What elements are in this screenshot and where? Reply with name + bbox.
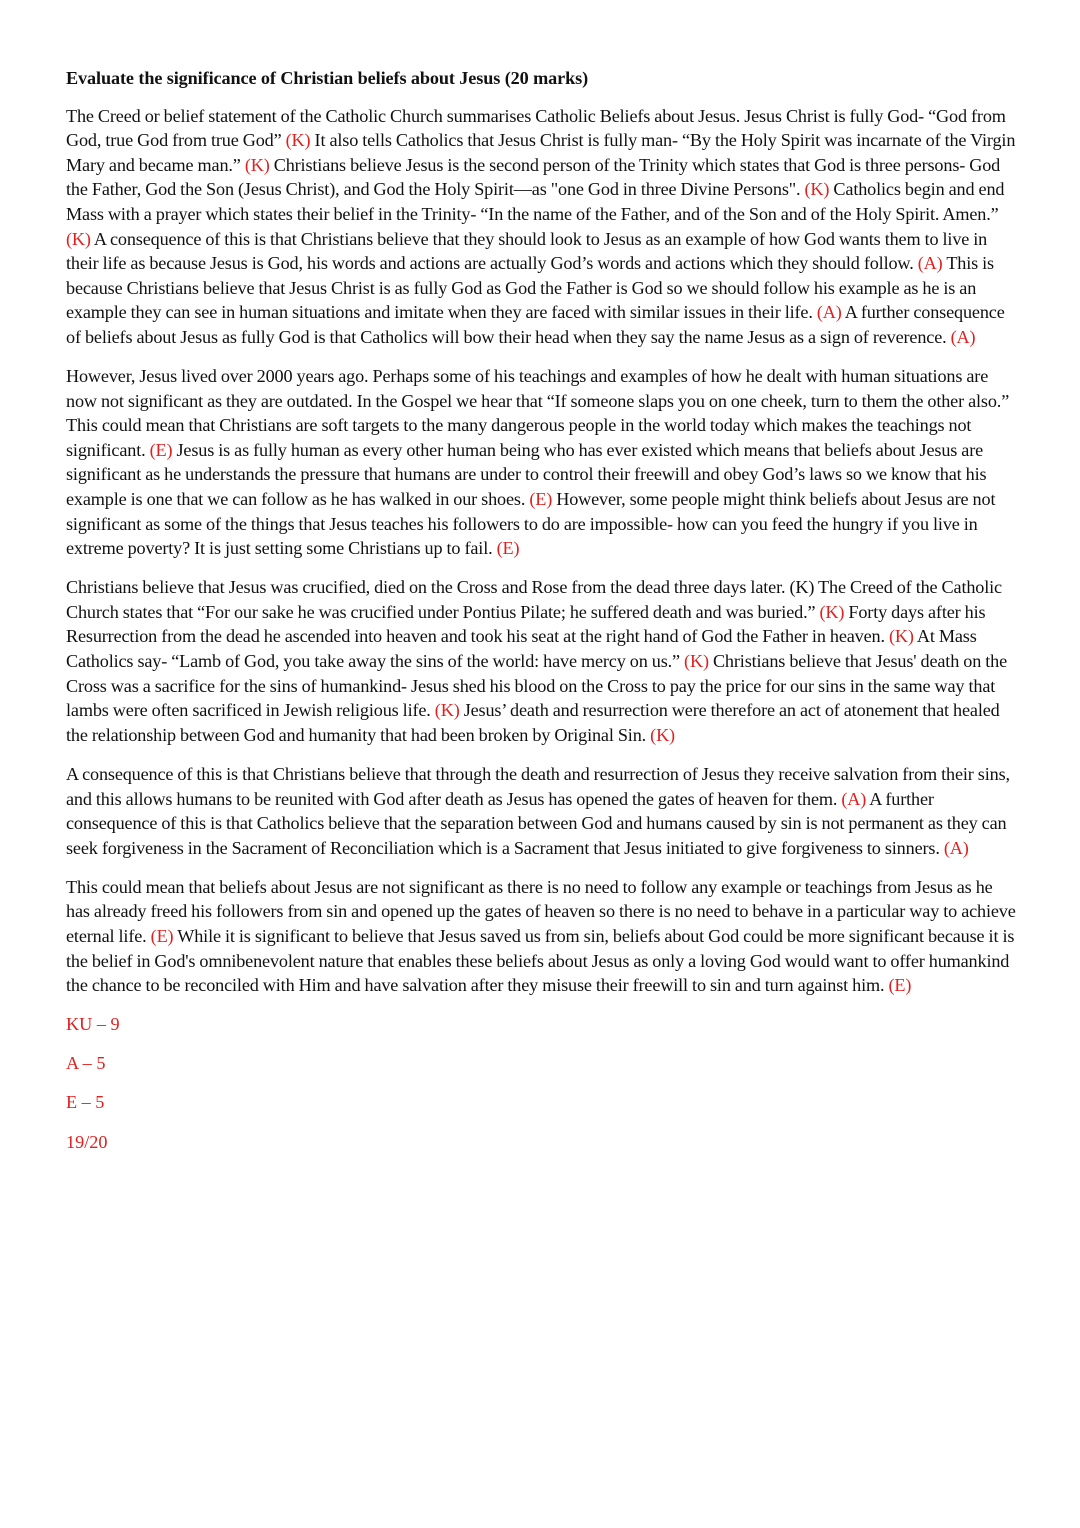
assessment-mark-annotation: (E) [888, 975, 912, 996]
assessment-mark-annotation: (K) [819, 601, 845, 622]
paragraph-text: Christians believe that Jesus was crucified, died on the Cross and Rose from the dead three days later. (K) The Creed of the Catholic Church states that “For our sake he was crucified under Pontius Pilate; he suffered death and was buried.” [66, 577, 1002, 622]
essay-paragraph [66, 104, 1016, 350]
paragraph-text: A consequence of this is that Christians believe that they should look to Jesus as an example of how God wants them to live in their life as because Jesus is God, his words and actions are actually God’s words and actions which they should follow. [66, 228, 988, 274]
paragraph-text: Jesus’ death and resurrection were therefore an act of atonement that healed the relationship between God and humanity that had been broken by Original Sin. [66, 700, 1000, 745]
assessment-mark-annotation: (A) [841, 788, 867, 809]
assessment-mark-annotation: (E) [149, 439, 173, 460]
essay-paragraph [66, 364, 1016, 561]
paragraph-text: However, Jesus lived over 2000 years ago. Perhaps some of his teachings and examples of how he dealt with human situations are now not significant as they are outdated. In the Gospel we hear that “If someone slaps you on one cheek, turn to them the other also.” This could mean that Christians are soft targets to the many dangerous people in the world today which makes the teachings not significant. [66, 366, 1010, 460]
paragraph-text: Christians believe that Jesus' death on the Cross was a sacrifice for the sins of humankind- Jesus shed his blood on the Cross to pay the price for our sins in the same way that lambs were often sacrificed in Jewish religious life. [66, 651, 1008, 721]
paragraph-text: At Mass Catholics say- “Lamb of God, you take away the sins of the world: have mercy on us.” [66, 626, 977, 672]
document-page [66, 66, 1016, 1169]
paragraph-text: Christians believe Jesus is the second person of the Trinity which states that God is three persons- God the Father, God the Son (Jesus Christ), and God the Holy Spirit—as "one God in three Divine Persons". [66, 154, 1001, 200]
assessment-mark-annotation: (K) [650, 724, 675, 745]
assessment-mark-annotation: (E) [529, 489, 553, 509]
paragraph-text: This could mean that beliefs about Jesus are not significant as there is no need to follow any example or teachings from Jesus as he has already freed his followers from sin and opened up the gates of heaven so there is no need to behave in a particular way to achieve eternal life. [66, 876, 1016, 946]
assessment-mark-annotation: (K) [434, 700, 460, 721]
paragraph-text: Forty days after his Resurrection from the dead he ascended into heaven and took his seat at the right hand of God the Father in heaven. [66, 601, 986, 647]
paragraph-text: While it is significant to believe that Jesus saved us from sin, beliefs about God could be more significant because it is the belief in God's omnibenevolent nature that enables these beliefs about Jesus as only a loving God would want to offer humankind the chance to be reconciled with Him and have salvation after they misuse their freewill to sin and turn against him. [66, 926, 1015, 996]
assessment-mark-annotation: (K) [888, 626, 914, 647]
assessment-mark-annotation: (K) [804, 179, 830, 200]
paragraph-text: However, some people might think beliefs about Jesus are not significant as some of the things that Jesus teaches his followers to do are impossible- how can you feed the hungry if you live in extreme poverty? It is just setting some Christians up to fail. [66, 489, 996, 559]
assessment-mark-annotation: (K) [684, 651, 709, 672]
assessment-mark-annotation: (A) [917, 253, 943, 274]
paragraph-text: A further consequence of beliefs about Jesus as fully God is that Catholics will bow their head when they say the name Jesus as a sign of reverence. [66, 302, 1005, 347]
assessment-mark-annotation: (K) [285, 130, 311, 151]
paragraph-text: The Creed or belief statement of the Catholic Church summarises Catholic Beliefs about Jesus. Jesus Christ is fully God- “God from God, true God from true God” [66, 105, 1006, 151]
score-line: KU – 9 [66, 1014, 120, 1035]
assessment-mark-annotation: (A) [950, 326, 976, 347]
paragraph-text: Jesus is as fully human as every other human being who has ever existed which means that beliefs about Jesus are significant as he understands the pressure that humans are under to control their freewill and obey God’s laws so we know that his example is one that we can follow as he has walked in our shoes. [66, 439, 987, 509]
essay-body [66, 104, 1016, 998]
paragraph-text: This is because Christians believe that Jesus Christ is as fully God as God the Father is God so we should follow his example as he is an example they can see in human situations and imitate when they are faced with similar issues in their life. [66, 253, 994, 323]
essay-paragraph [66, 762, 1016, 860]
score-line: E – 5 [66, 1092, 105, 1113]
essay-paragraph [66, 875, 1016, 998]
paragraph-text: Catholics begin and end Mass with a prayer which states their belief in the Trinity- “In the name of the Father, and of the Son and of the Holy Spirit. Amen.” [66, 179, 1005, 224]
score-line: 19/20 [66, 1131, 108, 1152]
assessment-mark-annotation: (A) [816, 302, 842, 323]
assessment-mark-annotation: (E) [496, 538, 520, 559]
paragraph-text: It also tells Catholics that Jesus Christ is fully man- “By the Holy Spirit was incarnate of the Virgin Mary and became man.” [66, 130, 1016, 175]
assessment-mark-annotation: (K) [66, 228, 91, 249]
essay-paragraph [66, 575, 1016, 747]
essay-question-title: Evaluate the significance of Christian beliefs about Jesus (20 marks) [66, 68, 589, 88]
assessment-mark-annotation: (E) [150, 926, 174, 946]
assessment-mark-annotation: (A) [943, 837, 969, 858]
paragraph-text: A further consequence of this is that Catholics believe that the separation between God and humans caused by sin is not permanent as they can seek forgiveness in the Sacrament of Reconciliation which is a Sacrament that Jesus initiated to give forgiveness to sinners. [66, 788, 1007, 858]
assessment-mark-annotation: (K) [244, 154, 270, 175]
paragraph-text: A consequence of this is that Christians believe that through the death and resurrection of Jesus they receive salvation from their sins, and this allows humans to be reunited with God after death as Jesus has opened the gates of heaven for them. [66, 763, 1010, 809]
score-line: A – 5 [66, 1053, 106, 1074]
score-summary [66, 1012, 1016, 1154]
